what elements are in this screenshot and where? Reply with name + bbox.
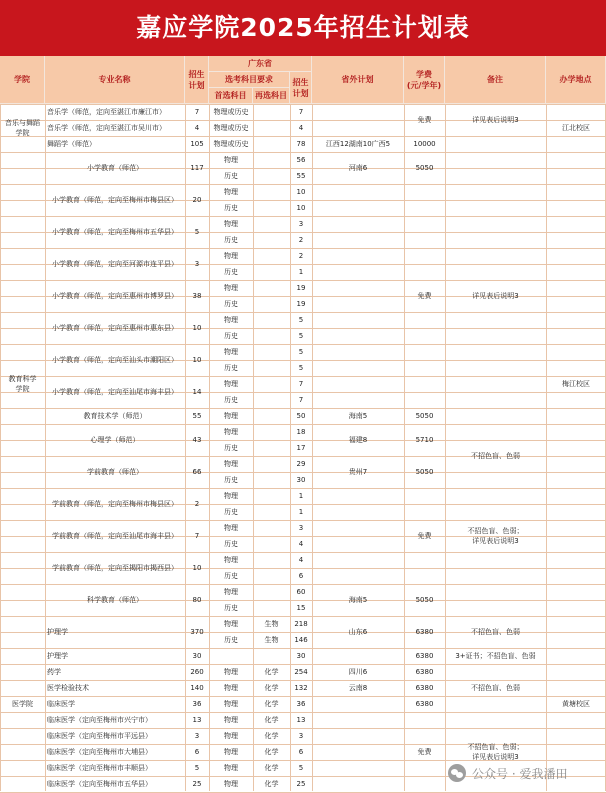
total-plan-cell: 38 [192, 292, 202, 300]
header-second-subject: 再选科目 [253, 88, 290, 104]
total-plan-cell: 10 [192, 564, 202, 572]
major-cell: 学前教育（师范，定向至汕尾市海丰县） [52, 532, 178, 540]
fee-primary: 5050 [415, 164, 434, 172]
second-subject-cell [253, 136, 290, 152]
total-plan-cell: 30 [192, 652, 202, 660]
first-subject-cell: 历史 [224, 604, 238, 612]
gd-plan-cell: 5 [298, 364, 304, 372]
second-subject-cell [253, 312, 290, 328]
header-remark: 备注 [445, 56, 546, 104]
first-subject-cell: 历史 [224, 204, 238, 212]
second-subject-cell [253, 648, 290, 664]
gd-plan-cell: 146 [294, 636, 308, 644]
remark-color: 不招色盲、色弱 [471, 452, 520, 460]
second-subject-cell [253, 168, 290, 184]
total-plan-cell: 3 [194, 260, 200, 268]
gd-plan-cell: 13 [296, 716, 306, 724]
first-subject-cell: 历史 [224, 300, 238, 308]
first-subject-cell: 物理 [224, 684, 238, 692]
total-plan-cell: 260 [190, 668, 204, 676]
gd-plan-cell: 4 [298, 540, 304, 548]
outside-science: 海南5 [348, 596, 368, 604]
fee-clinical-free: 免费 [417, 747, 432, 756]
total-plan-cell: 105 [190, 140, 204, 148]
major-cell: 护理学 [47, 652, 68, 660]
fee-primary-free: 免费 [417, 292, 432, 300]
first-subject-cell: 物理 [224, 524, 238, 532]
first-subject-cell: 物理 [224, 284, 238, 292]
gd-plan-cell: 7 [298, 108, 304, 116]
total-plan-cell: 14 [192, 388, 202, 396]
second-subject-cell [253, 568, 290, 584]
total-plan-cell: 36 [192, 700, 202, 708]
second-subject-cell: 化学 [264, 700, 279, 708]
gd-plan-cell: 7 [298, 380, 304, 388]
second-subject-cell [253, 184, 290, 200]
second-subject-cell [253, 504, 290, 520]
fee-science: 5050 [415, 596, 434, 604]
second-subject-cell [253, 392, 290, 408]
total-plan-cell: 6 [194, 748, 200, 756]
remark-clinical: 不招色盲、色弱； 详见表后说明3 [467, 742, 524, 761]
first-subject-cell: 物理 [224, 380, 238, 388]
gd-plan-cell: 30 [296, 652, 306, 660]
remark-med: 不招色盲、色弱 [471, 684, 520, 692]
first-subject-cell: 历史 [224, 236, 238, 244]
second-subject-cell [253, 120, 290, 136]
second-subject-cell [253, 216, 290, 232]
second-subject-cell: 生物 [264, 620, 279, 628]
first-subject-cell: 物理 [224, 668, 238, 676]
first-subject-cell [209, 648, 253, 664]
gd-plan-cell: 1 [298, 268, 304, 276]
outside-primary: 河南6 [348, 164, 368, 172]
fee-nursing2: 6380 [415, 652, 434, 660]
total-plan-cell: 80 [192, 596, 202, 604]
first-subject-cell: 物理 [224, 700, 238, 708]
gd-plan-cell: 4 [298, 124, 304, 132]
gd-plan-cell: 3 [298, 524, 304, 532]
second-subject-cell [253, 376, 290, 392]
second-subject-cell [253, 424, 290, 440]
second-subject-cell: 化学 [264, 748, 279, 756]
gd-plan-cell: 1 [298, 508, 304, 516]
header-guangdong: 广东省 [209, 56, 312, 72]
gd-plan-cell: 132 [294, 684, 308, 692]
second-subject-cell: 化学 [264, 764, 279, 772]
first-subject-cell: 物理 [224, 588, 238, 596]
total-plan-cell: 3 [194, 732, 200, 740]
second-subject-cell: 化学 [264, 716, 279, 724]
major-cell: 学前教育（师范，定向至揭阳市揭西县） [52, 564, 178, 572]
total-plan-cell: 5 [194, 228, 200, 236]
total-plan-cell: 13 [192, 716, 202, 724]
major-cell: 舞蹈学（师范） [47, 140, 96, 148]
first-subject-cell: 历史 [224, 396, 238, 404]
second-subject-cell [253, 488, 290, 504]
watermark [448, 761, 604, 785]
gd-plan-cell: 3 [298, 220, 304, 228]
second-subject-cell [253, 360, 290, 376]
second-subject-cell [253, 472, 290, 488]
header-campus: 办学地点 [546, 56, 606, 104]
second-subject-cell [253, 200, 290, 216]
gd-plan-cell: 56 [296, 156, 306, 164]
gd-plan-cell: 60 [296, 588, 306, 596]
gd-plan-cell: 19 [296, 284, 306, 292]
gd-plan-cell: 10 [296, 204, 306, 212]
second-subject-cell [253, 584, 290, 600]
fee-music: 免费 [417, 116, 432, 124]
outside-edutech: 海南5 [348, 412, 368, 420]
second-subject-cell [253, 600, 290, 616]
first-subject-cell: 物理或历史 [213, 140, 249, 148]
header-gd-plan: 招生 计划 [290, 72, 312, 104]
gd-plan-cell: 15 [296, 604, 306, 612]
total-plan-cell: 10 [192, 324, 202, 332]
second-subject-cell [253, 408, 290, 424]
campus-huangtang: 黄塘校区 [562, 699, 590, 708]
major-cell: 医学检验技术 [47, 684, 89, 692]
first-subject-cell: 历史 [224, 364, 238, 372]
first-subject-cell: 历史 [224, 476, 238, 484]
first-subject-cell: 物理 [224, 156, 238, 164]
wechat-icon [448, 764, 466, 782]
major-cell: 临床医学（定向至梅州市大埔县） [47, 748, 152, 756]
second-subject-cell [253, 104, 290, 120]
major-cell: 小学教育（师范，定向至汕头市潮阳区） [52, 356, 178, 364]
total-plan-cell: 7 [194, 532, 200, 540]
major-cell: 学前教育（师范） [87, 468, 143, 476]
gd-plan-cell: 4 [298, 556, 304, 564]
remark-music: 详见表后说明3 [472, 116, 519, 124]
second-subject-cell [253, 456, 290, 472]
second-subject-cell: 生物 [264, 636, 279, 644]
gd-plan-cell: 17 [296, 444, 306, 452]
first-subject-cell: 物理 [224, 748, 238, 756]
total-plan-cell: 7 [194, 108, 200, 116]
major-cell: 临床医学（定向至梅州市平远县） [47, 732, 152, 740]
second-subject-cell: 化学 [264, 732, 279, 740]
gd-plan-cell: 30 [296, 476, 306, 484]
first-subject-cell: 物理 [224, 428, 238, 436]
major-cell: 临床医学（定向至梅州市丰顺县） [47, 764, 152, 772]
first-subject-cell: 物理 [224, 492, 238, 500]
first-subject-cell: 物理 [224, 252, 238, 260]
major-cell: 临床医学（定向至梅州市兴宁市） [47, 716, 152, 724]
total-plan-cell: 10 [192, 356, 202, 364]
gd-plan-cell: 5 [298, 348, 304, 356]
page-title: 嘉应学院2025年招生计划表 [136, 13, 470, 42]
second-subject-cell [253, 536, 290, 552]
fee-preschool-free: 免费 [417, 532, 432, 540]
outside-lab: 云南8 [348, 684, 368, 692]
remark-nursing: 不招色盲、色弱 [471, 628, 520, 636]
gd-plan-cell: 5 [298, 332, 304, 340]
major-cell: 小学教育（师范，定向至河源市连平县） [52, 260, 178, 268]
second-subject-cell [253, 248, 290, 264]
first-subject-cell: 物理 [224, 460, 238, 468]
total-plan-cell: 140 [190, 684, 204, 692]
major-cell: 心理学（师范） [90, 436, 140, 444]
major-cell: 音乐学（师范，定向至湛江市廉江市） [47, 108, 166, 116]
outside-psych: 福建8 [348, 436, 368, 444]
campus-jiangbei: 江北校区 [562, 124, 590, 132]
first-subject-cell: 物理 [224, 732, 238, 740]
second-subject-cell [253, 552, 290, 568]
major-cell: 小学教育（师范，定向至梅州市梅县区） [52, 196, 178, 204]
outside-nursing: 山东6 [348, 628, 368, 636]
header-fee: 学费 (元/学年) [404, 56, 445, 104]
first-subject-cell: 物理或历史 [213, 124, 249, 132]
header-major: 专业名称 [45, 56, 185, 104]
outside-preschool: 贵州7 [348, 468, 368, 476]
first-subject-cell: 物理或历史 [213, 108, 249, 116]
first-subject-cell: 物理 [224, 780, 238, 788]
gd-plan-cell: 29 [296, 460, 306, 468]
gd-plan-cell: 6 [298, 748, 304, 756]
gd-plan-cell: 55 [296, 172, 306, 180]
major-cell: 小学教育（师范，定向至惠州市惠东县） [52, 324, 178, 332]
first-subject-cell: 历史 [224, 540, 238, 548]
gd-plan-cell: 10 [296, 188, 306, 196]
campus-meijiang: 梅江校区 [562, 380, 590, 388]
second-subject-cell [253, 152, 290, 168]
header-subject-req: 选考科目要求 [209, 72, 290, 88]
gd-plan-cell: 1 [298, 492, 304, 500]
total-plan-cell: 20 [192, 196, 202, 204]
first-subject-cell: 历史 [224, 572, 238, 580]
first-subject-cell: 物理 [224, 220, 238, 228]
total-plan-cell: 25 [192, 780, 202, 788]
first-subject-cell: 物理 [224, 716, 238, 724]
major-cell: 教育技术学（师范） [83, 412, 147, 420]
fee-psych: 5710 [415, 436, 434, 444]
fee-clinical: 6380 [415, 700, 434, 708]
first-subject-cell: 历史 [224, 636, 238, 644]
first-subject-cell: 历史 [224, 444, 238, 452]
header-first-subject: 首选科目 [209, 88, 253, 104]
total-plan-cell: 117 [190, 164, 204, 172]
gd-plan-cell: 19 [296, 300, 306, 308]
second-subject-cell [253, 264, 290, 280]
first-subject-cell: 物理 [224, 348, 238, 356]
second-subject-cell [253, 520, 290, 536]
remark-primary: 详见表后说明3 [472, 292, 519, 300]
fee-pharmacy: 6380 [415, 668, 434, 676]
first-subject-cell: 历史 [224, 172, 238, 180]
remark-preschool-dir: 不招色盲、色弱； 详见表后说明3 [467, 527, 524, 545]
second-subject-cell: 化学 [264, 780, 279, 788]
first-subject-cell: 物理 [224, 764, 238, 772]
first-subject-cell: 物理 [224, 188, 238, 196]
gd-plan-cell: 7 [298, 396, 304, 404]
major-cell: 临床医学 [47, 700, 75, 708]
second-subject-cell [253, 232, 290, 248]
header-plan: 招生 计划 [185, 56, 209, 104]
gd-plan-cell: 218 [294, 620, 308, 628]
gd-plan-cell: 3 [298, 732, 304, 740]
second-subject-cell [253, 296, 290, 312]
gd-plan-cell: 5 [298, 764, 304, 772]
major-cell: 护理学 [47, 628, 68, 636]
first-subject-cell: 物理 [224, 412, 238, 420]
gd-plan-cell: 6 [298, 572, 304, 580]
major-cell: 音乐学（师范，定向至湛江市吴川市） [47, 124, 166, 132]
gd-plan-cell: 5 [298, 316, 304, 324]
first-subject-cell: 物理 [224, 620, 238, 628]
outside-dance: 江西12湖南10广西5 [325, 140, 391, 148]
fee-edutech: 5050 [415, 412, 434, 420]
total-plan-cell: 66 [192, 468, 202, 476]
major-cell: 小学教育（师范，定向至惠州市博罗县） [52, 292, 178, 300]
second-subject-cell: 化学 [264, 684, 279, 692]
total-plan-cell: 370 [190, 628, 204, 636]
gd-plan-cell: 50 [296, 412, 306, 420]
major-cell: 科学教育（师范） [87, 596, 143, 604]
total-plan-cell: 2 [194, 500, 200, 508]
remark-nursing2: 3+证书；不招色盲、色弱 [455, 652, 536, 660]
gd-plan-cell: 18 [296, 428, 306, 436]
gd-plan-cell: 78 [296, 140, 306, 148]
total-plan-cell: 43 [192, 436, 202, 444]
college-medicine: 医学院 [12, 699, 33, 708]
fee-lab: 6380 [415, 684, 434, 692]
second-subject-cell [253, 328, 290, 344]
first-subject-cell: 历史 [224, 332, 238, 340]
major-cell: 药学 [47, 668, 61, 676]
college-education: 教育科学 学院 [8, 375, 37, 393]
major-cell: 小学教育（师范，定向至汕尾市海丰县） [52, 388, 178, 396]
first-subject-cell: 物理 [224, 556, 238, 564]
major-cell: 小学教育（师范） [87, 164, 143, 172]
total-plan-cell: 55 [192, 412, 202, 420]
outside-pharmacy: 四川6 [348, 668, 368, 676]
gd-plan-cell: 36 [296, 700, 306, 708]
major-cell: 临床医学（定向至梅州市五华县） [47, 780, 152, 788]
second-subject-cell [253, 440, 290, 456]
header-outside-plan: 省外计划 [312, 56, 404, 104]
major-cell: 学前教育（师范，定向至梅州市梅县区） [52, 500, 178, 508]
first-subject-cell: 历史 [224, 268, 238, 276]
college-music: 音乐与舞蹈 学院 [5, 119, 40, 137]
total-plan-cell: 4 [194, 124, 200, 132]
fee-dance: 10000 [413, 140, 436, 148]
gd-plan-cell: 2 [298, 236, 304, 244]
gd-plan-cell: 25 [296, 780, 306, 788]
watermark-text: 公众号 · 爱我潘田 [472, 766, 568, 781]
gd-plan-cell: 254 [294, 668, 308, 676]
header-college: 学院 [0, 56, 45, 104]
first-subject-cell: 物理 [224, 316, 238, 324]
fee-preschool: 5050 [415, 468, 434, 476]
first-subject-cell: 历史 [224, 508, 238, 516]
total-plan-cell: 5 [194, 764, 200, 772]
second-subject-cell [253, 344, 290, 360]
fee-nursing: 6380 [415, 628, 434, 636]
second-subject-cell: 化学 [264, 668, 279, 676]
major-cell: 小学教育（师范，定向至梅州市五华县） [52, 228, 178, 236]
gd-plan-cell: 2 [298, 252, 304, 260]
second-subject-cell [253, 280, 290, 296]
